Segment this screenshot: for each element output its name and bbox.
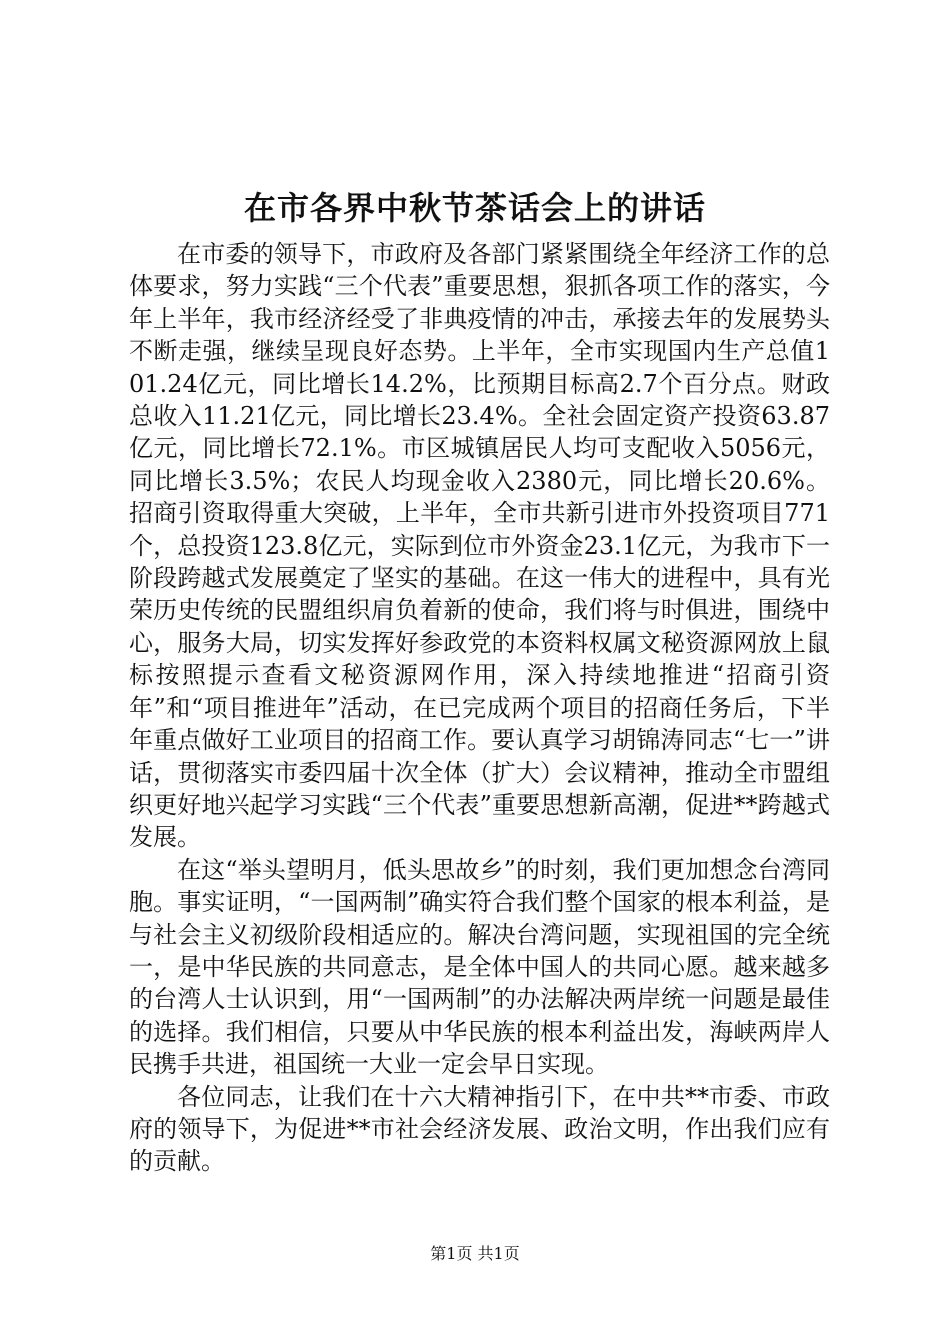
document-title: 在市各界中秋节茶话会上的讲话 xyxy=(243,189,706,227)
page-number-footer: 第1页 共1页 xyxy=(430,1244,520,1263)
document-body xyxy=(129,238,830,1178)
paragraph-taiwan: 在这“举头望明月，低头思故乡”的时刻，我们更加想念台湾同胞。事实证明，“一国两制”确实符合我们整个国家的根本利益，是与社会主义初级阶段相适应的。解决台湾问题，实现祖国的完全统一，是中华民族的共同意志，是全体中国人的共同心愿。越来越多的台湾人士认识到，用“一国两制”的办法解决两岸统一问题是最佳的选择。我们相信，只要从中华民族的根本利益出发，海峡两岸人民携手共进，祖国统一大业一定会早日实现。 xyxy=(129,855,830,1079)
paragraph-closing: 各位同志，让我们在十六大精神指引下，在中共**市委、市政府的领导下，为促进**市社会经济发展、政治文明，作出我们应有的贡献。 xyxy=(129,1082,830,1176)
paragraph-economy: 在市委的领导下，市政府及各部门紧紧围绕全年经济工作的总体要求，努力实践“三个代表”重要思想，狠抓各项工作的落实，今年上半年，我市经济经受了非典疫情的冲击，承接去年的发展势头不断走强，继续呈现良好态势。上半年，全市实现国内生产总值101.24亿元，同比增长14.2%，比预期目标高2.7个百分点。财政总收入11.21亿元，同比增长23.4%。全社会固定资产投资63.87亿元，同比增长72.1%。市区城镇居民人均可支配收入5056元，同比增长3.5%；农民人均现金收入2380元，同比增长20.6%。招商引资取得重大突破，上半年，全市共新引进市外投资项目771个，总投资123.8亿元，实际到位市外资金23.1亿元，为我市下一阶段跨越式发展奠定了坚实的基础。在这一伟大的进程中，具有光荣历史传统的民盟组织肩负着新的使命，我们将与时俱进，围绕中心，服务大局，切实发挥好参政党的本资料权属文秘资源网放上鼠标按照提示查看文秘资源网作用，深入持续地推进“招商引资年”和“项目推进年”活动，在已完成两个项目的招商任务后，下半年重点做好工业项目的招商工作。要认真学习胡锦涛同志“七一”讲话，贯彻落实市委四届十次全体（扩大）会议精神，推动全市盟组织更好地兴起学习实践“三个代表”重要思想新高潮，促进**跨越式发展。 xyxy=(129,240,830,852)
